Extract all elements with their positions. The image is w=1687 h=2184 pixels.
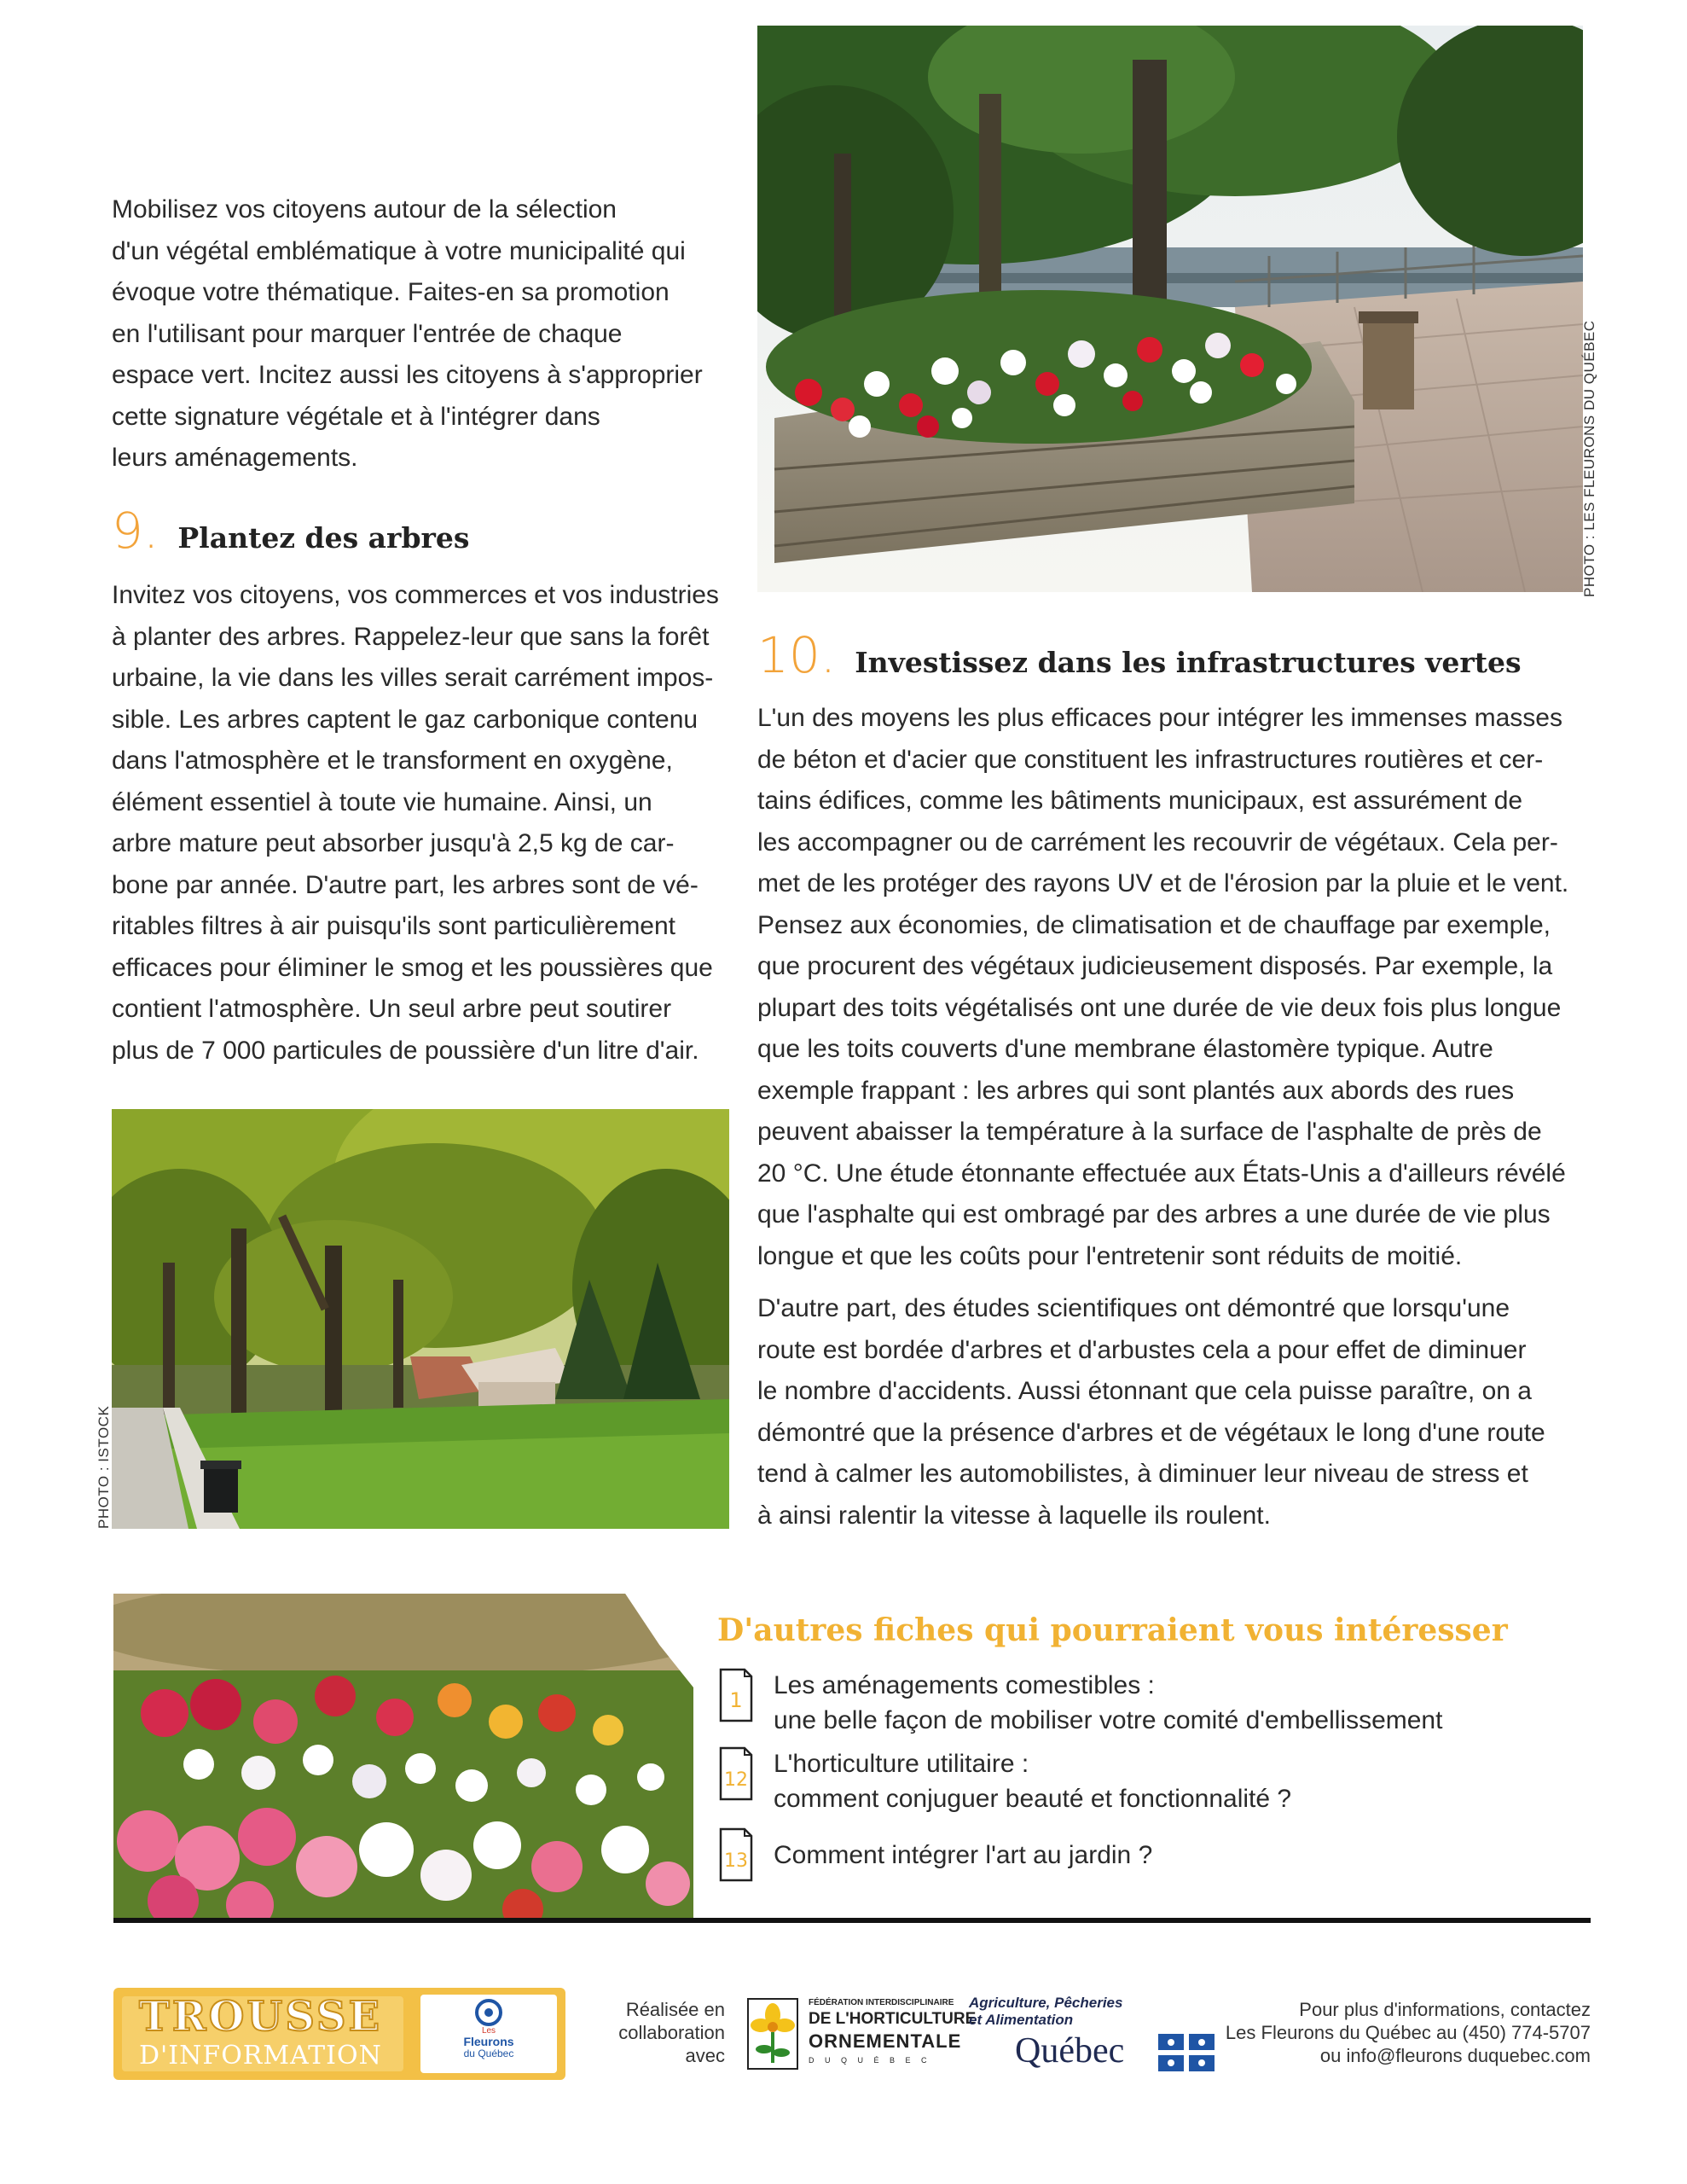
section-10-line: 20 °C. Une étude étonnante effectuée aux États-Unis a d'ailleurs révélé <box>757 1159 1566 1188</box>
intro-line: leurs aménagements. <box>112 444 358 472</box>
flowers-photo-art <box>113 1594 693 1920</box>
trees-photo <box>112 1109 729 1529</box>
related-item-title: Les aménagements comestibles : <box>774 1671 1155 1699</box>
section-9-number: 9. <box>112 502 159 560</box>
section-10-line: tend à calmer les automobilistes, à diminuer leur niveau de stress et <box>757 1460 1528 1488</box>
intro-line: cette signature végétale et à l'intégrer dans <box>112 402 600 431</box>
section-10-paragraph-1 <box>757 698 1593 1277</box>
trousse-badge <box>113 1988 565 2080</box>
related-item-number: 1 <box>729 1688 743 1712</box>
section-10-number: 10. <box>757 626 837 684</box>
section-10-line: de béton et d'acier que constituent les infrastructures routières et cer- <box>757 745 1544 774</box>
section-10-line: les accompagner ou de carrément les recouvrir de végétaux. Cela per- <box>757 828 1558 857</box>
section-10-line: que procurent des végétaux judicieusement disposés. Par exemple, la <box>757 952 1553 980</box>
related-item-subtitle: comment conjuguer beauté et fonctionnalité ? <box>774 1785 1292 1813</box>
fihoq-logo <box>747 1995 977 2073</box>
section-9-title: Plantez des arbres <box>177 521 470 555</box>
fleurons-logo-name: Fleurons <box>463 2035 514 2048</box>
section-9-line: sible. Les arbres captent le gaz carbonique contenu <box>112 705 699 734</box>
collaboration-line: avec <box>685 2045 725 2066</box>
related-item-title: L'horticulture utilitaire : <box>774 1750 1029 1778</box>
related-title: D'autres fiches qui pourraient vous intéresser <box>717 1612 1508 1648</box>
intro-line: espace vert. Incitez aussi les citoyens à s'approprier <box>112 361 703 389</box>
section-10-line: longue et que les coûts pour l'entretenir sont réduits de moitié. <box>757 1241 1463 1270</box>
related-list <box>719 1668 1572 1885</box>
section-9-heading <box>112 502 469 560</box>
planter-photo-art <box>757 26 1583 592</box>
section-9-line: bone par année. D'autre part, les arbres sont de vé- <box>112 870 699 899</box>
intro-line: en l'utilisant pour marquer l'entrée de chaque <box>112 319 623 348</box>
related-item-number: 12 <box>724 1769 748 1791</box>
mapaq-quebec-wordmark: Québec <box>1015 2031 1125 2071</box>
section-9-body <box>112 575 734 1072</box>
fleurons-logo-region <box>420 2048 557 2059</box>
fleuron-flower-icon <box>472 1998 506 2027</box>
section-9-line: à planter des arbres. Rappelez-leur que sans la forêt <box>112 622 710 651</box>
section-10-line: route est bordée d'arbres et d'arbustes cela a pour effet de diminuer <box>757 1335 1527 1364</box>
section-9-line: urbaine, la vie dans les villes serait carrément impos- <box>112 664 714 692</box>
intro-paragraph <box>112 189 726 479</box>
fihoq-line-4: D U Q U É B E C <box>809 2056 931 2065</box>
intro-line: évoque votre thématique. Faites-en sa promotion <box>112 278 670 306</box>
section-10-line: D'autre part, des études scientifiques ont démontré que lorsqu'une <box>757 1294 1510 1322</box>
contact-line: Les Fleurons du Québec au (450) 774-5707 <box>1225 2022 1591 2043</box>
related-item[interactable] <box>719 1825 1572 1885</box>
document-icon <box>719 1668 753 1722</box>
fihoq-flower-icon <box>747 1998 798 2070</box>
section-10-line: démontré que la présence d'arbres et de végétaux le long d'une route <box>757 1418 1545 1447</box>
section-10-line: exemple frappant : les arbres qui sont plantés aux abords des rues <box>757 1076 1515 1105</box>
section-9-line: plus de 7 000 particules de poussière d'un litre d'air. <box>112 1036 699 1065</box>
section-10-line: que l'asphalte qui est ombragé par des arbres a une durée de vie plus <box>757 1200 1551 1228</box>
fihoq-line-3: ORNEMENTALE <box>809 2030 962 2052</box>
trees-photo-credit: PHOTO : ISTOCK <box>96 1405 112 1529</box>
section-9-line: dans l'atmosphère et le transforment en oxygène, <box>112 746 673 775</box>
collaboration-line: collaboration <box>618 2022 725 2043</box>
trees-photo-art <box>112 1109 729 1529</box>
contact-text <box>1177 1998 1591 2067</box>
fleurons-logo-quebec: Québec <box>478 2048 514 2059</box>
document-icon <box>719 1827 753 1882</box>
fleurons-logo-les: Les <box>481 2026 496 2036</box>
related-item-title: Comment intégrer l'art au jardin ? <box>774 1840 1153 1869</box>
trousse-subtitle: D'INFORMATION <box>139 2041 382 2071</box>
mapaq-line-2: et Alimentation <box>969 2012 1074 2028</box>
section-10-line: Pensez aux économies, de climatisation et de chauffage par exemple, <box>757 910 1551 939</box>
section-10-line: à ainsi ralentir la vitesse à laquelle ils roulent. <box>757 1501 1271 1530</box>
collaboration-line: Réalisée en <box>625 1999 725 2020</box>
section-10-heading <box>757 626 1522 684</box>
related-item-subtitle: une belle façon de mobiliser votre comité d'embellissement <box>774 1706 1443 1734</box>
collaboration-text <box>597 1998 725 2067</box>
section-10-line: peuvent abaisser la température à la surface de l'asphalte de près de <box>757 1118 1542 1146</box>
section-9-line: élément essentiel à toute vie humaine. Ainsi, un <box>112 787 652 816</box>
section-10-line: met de les protéger des rayons UV et de l'érosion par la pluie et le vent. <box>757 869 1569 897</box>
section-9-line: efficaces pour éliminer le smog et les poussières que <box>112 953 713 982</box>
related-item-number: 13 <box>724 1850 748 1872</box>
fihoq-line-1: FÉDÉRATION INTERDISCIPLINAIRE <box>809 1998 954 2007</box>
related-item[interactable] <box>719 1746 1572 1825</box>
fihoq-line-2: DE L'HORTICULTURE <box>809 2010 977 2028</box>
section-9-line: contient l'atmosphère. Un seul arbre peut soutirer <box>112 995 672 1023</box>
flowers-photo <box>113 1594 693 1920</box>
trousse-title: TROUSSE <box>139 1993 383 2041</box>
section-9-line: Invitez vos citoyens, vos commerces et vos industries <box>112 581 719 609</box>
planter-photo-credit: PHOTO : LES FLEURONS DU QUÉBEC <box>1581 320 1597 597</box>
contact-email[interactable]: ou info@fleurons duquebec.com <box>1319 2045 1591 2066</box>
document-icon <box>719 1746 753 1801</box>
section-9-line: arbre mature peut absorber jusqu'à 2,5 kg de car- <box>112 829 675 857</box>
intro-line: Mobilisez vos citoyens autour de la sélection <box>112 195 617 224</box>
section-10-line: L'un des moyens les plus efficaces pour intégrer les immenses masses <box>757 704 1562 732</box>
contact-line: Pour plus d'informations, contactez <box>1299 1999 1591 2020</box>
related-item[interactable] <box>719 1668 1572 1746</box>
fleurons-logo-du: du <box>463 2048 475 2059</box>
section-10-title: Investissez dans les infrastructures vertes <box>855 646 1522 679</box>
mapaq-line-1: Agriculture, Pêcheries <box>969 1995 1123 2011</box>
intro-line: d'un végétal emblématique à votre municipalité qui <box>112 236 686 265</box>
fleurons-logo <box>420 1995 557 2073</box>
section-10-paragraph-2 <box>757 1288 1593 1536</box>
section-10-line: que les toits couverts d'une membrane élastomère typique. Autre <box>757 1035 1493 1063</box>
related-box-rule <box>113 1918 1591 1923</box>
planter-photo <box>757 26 1583 592</box>
section-10-line: tains édifices, comme les bâtiments municipaux, est assurément de <box>757 787 1523 815</box>
section-10-line: plupart des toits végétalisés ont une durée de vie deux fois plus longue <box>757 993 1562 1022</box>
section-9-line: ritables filtres à air puisqu'ils sont particulièrement <box>112 912 676 940</box>
section-10-line: le nombre d'accidents. Aussi étonnant que cela puisse paraître, on a <box>757 1377 1532 1405</box>
